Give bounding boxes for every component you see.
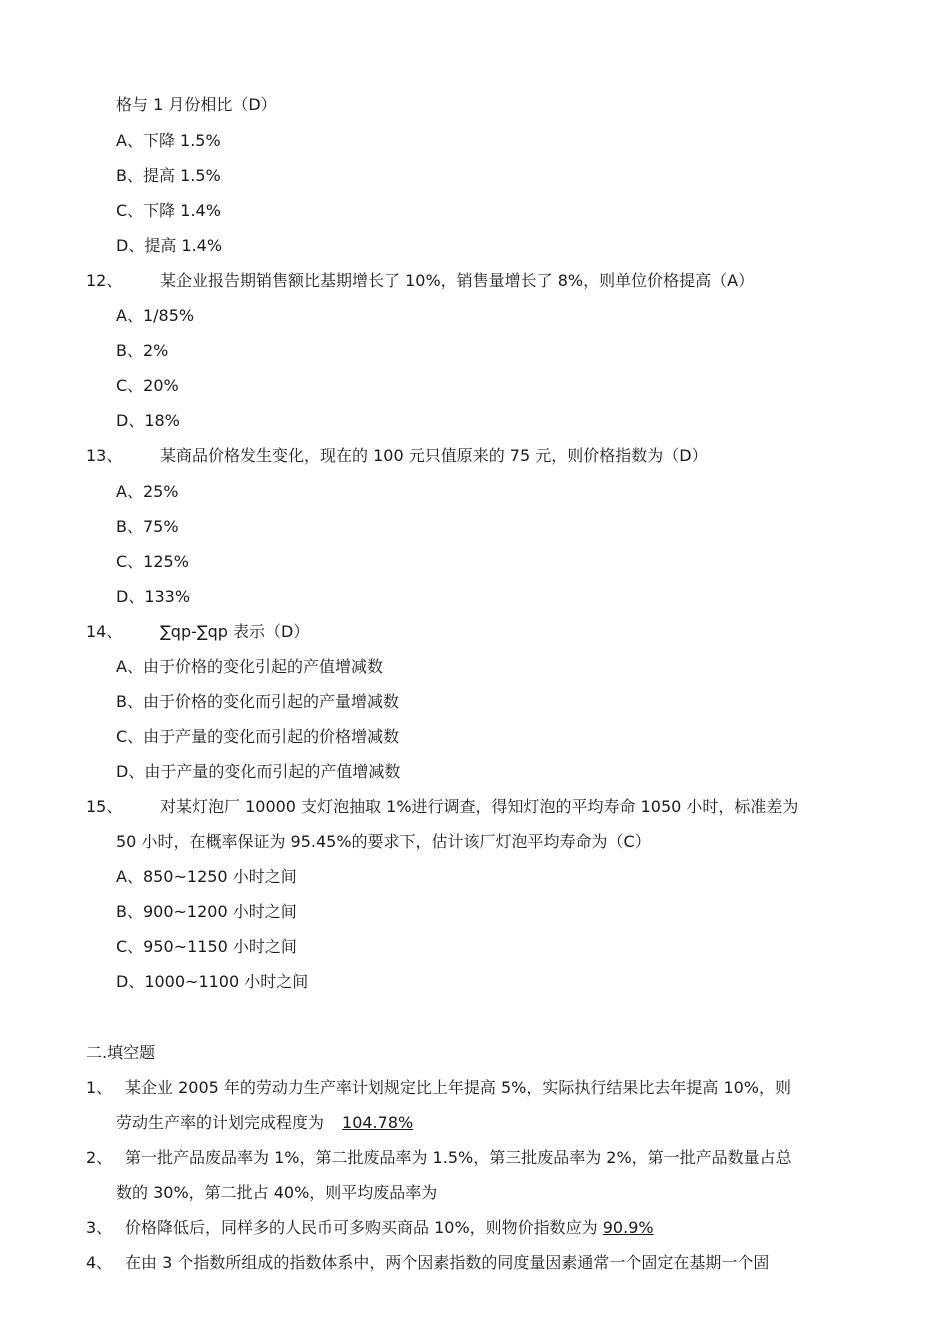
- q11-option-a: A、下降 1.5%: [116, 131, 221, 150]
- q12-option-a: A、1/85%: [116, 306, 195, 325]
- fill-1-continuation-text: 劳动生产率的计划完成程度为: [116, 1113, 325, 1132]
- fill-2-continuation: 数的 30%，第二批占 40%，则平均废品率为: [116, 1183, 438, 1202]
- q11-option-d: D、提高 1.4%: [116, 236, 223, 255]
- q11-option-b: B、提高 1.5%: [116, 166, 221, 185]
- q14-option-a: A、由于价格的变化引起的产值增减数: [116, 657, 383, 676]
- q13-option-d: D、133%: [116, 587, 191, 606]
- q12-option-b: B、2%: [116, 341, 169, 360]
- q13-number: 13、: [86, 446, 123, 465]
- q12-number: 12、: [86, 271, 123, 290]
- q15-option-d: D、1000~1100 小时之间: [116, 972, 309, 991]
- fill-3-number: 3、: [86, 1218, 113, 1237]
- fill-4-number: 4、: [86, 1253, 113, 1272]
- q15-option-a: A、850~1250 小时之间: [116, 867, 297, 886]
- q15-option-c: C、950~1150 小时之间: [116, 937, 297, 956]
- q15-number: 15、: [86, 797, 123, 816]
- q15-option-b: B、900~1200 小时之间: [116, 902, 297, 921]
- q13-option-a: A、25%: [116, 482, 179, 501]
- q12-option-c: C、20%: [116, 376, 179, 395]
- q14-option-b: B、由于价格的变化而引起的产量增减数: [116, 692, 399, 711]
- q14-option-d: D、由于产量的变化而引起的产值增减数: [116, 762, 401, 781]
- q13-option-c: C、125%: [116, 552, 189, 571]
- q13-option-b: B、75%: [116, 517, 179, 536]
- q15-continuation: 50 小时，在概率保证为 95.45%的要求下，估计该厂灯泡平均寿命为（C）: [116, 832, 651, 851]
- fill-3-answer: 90.9%: [602, 1218, 654, 1237]
- q11-continuation: 格与 1 月份相比（D）: [116, 95, 277, 114]
- fill-4-text: 在由 3 个指数所组成的指数体系中，两个因素指数的同度量因素通常一个固定在基期一个固: [125, 1253, 770, 1272]
- q14-number: 14、: [86, 622, 123, 641]
- fill-1-continuation: [116, 1113, 413, 1133]
- q15-text: 对某灯泡厂 10000 支灯泡抽取 1%进行调查，得知灯泡的平均寿命 1050 小时，标准差为: [160, 797, 799, 816]
- fill-2-number: 2、: [86, 1148, 113, 1167]
- fill-2-text: 第一批产品废品率为 1%，第二批废品率为 1.5%，第三批废品率为 2%，第一批产品数量占总: [125, 1148, 792, 1167]
- q12-option-d: D、18%: [116, 411, 180, 430]
- fill-3-text: 价格降低后，同样多的人民币可多购买商品 10%，则物价指数应为: [125, 1218, 603, 1237]
- q11-option-c: C、下降 1.4%: [116, 201, 221, 220]
- q12-text: 某企业报告期销售额比基期增长了 10%，销售量增长了 8%，则单位价格提高（A）: [160, 271, 755, 290]
- fill-3-line: [125, 1218, 654, 1238]
- section-heading: 二.填空题: [86, 1043, 156, 1062]
- q13-text: 某商品价格发生变化，现在的 100 元只值原来的 75 元，则价格指数为（D）: [160, 446, 708, 465]
- q14-text: ∑qp-∑qp 表示（D）: [160, 622, 310, 641]
- fill-1-text: 某企业 2005 年的劳动力生产率计划规定比上年提高 5%，实际执行结果比去年提高 10%，则: [125, 1078, 792, 1097]
- q14-option-c: C、由于产量的变化而引起的价格增减数: [116, 727, 400, 746]
- fill-1-answer: 104.78%: [342, 1113, 414, 1132]
- fill-1-number: 1、: [86, 1078, 113, 1097]
